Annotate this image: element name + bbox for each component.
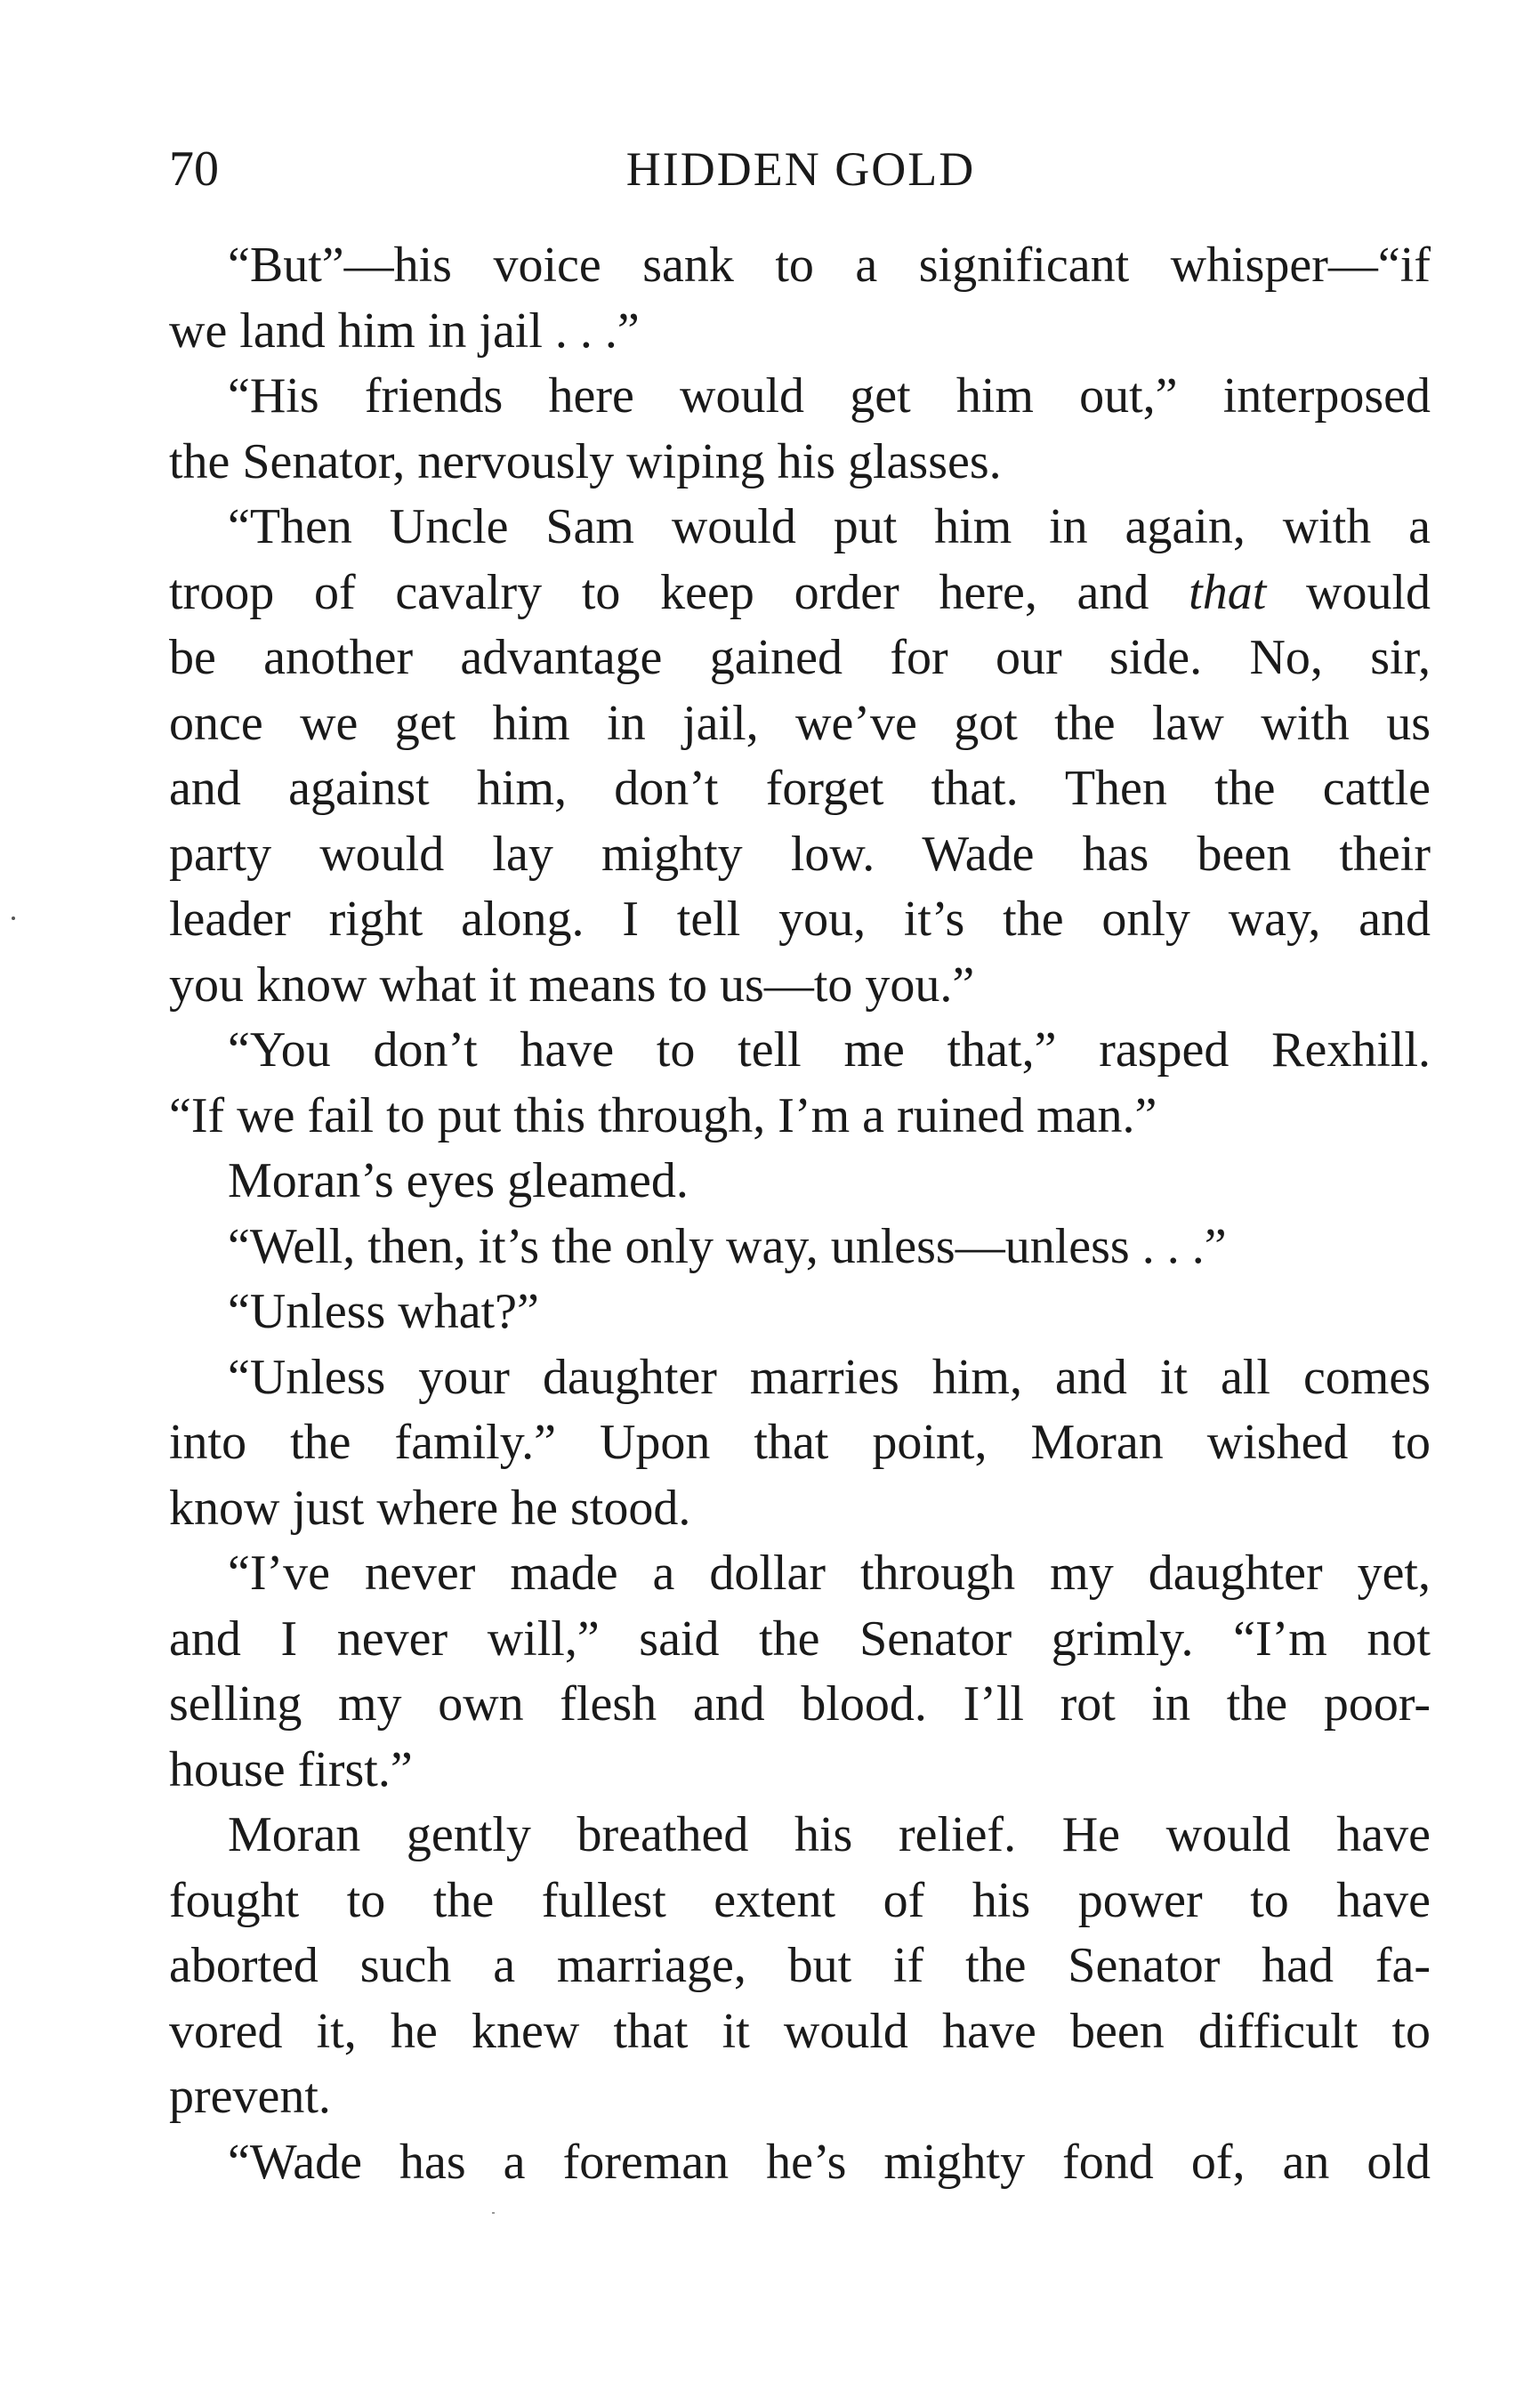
- text-line: know just where he stood.: [169, 1480, 691, 1536]
- text-line: leader right along. I tell you, it’s the only way, and: [169, 892, 1431, 947]
- text-line: “His friends here would get him out,” interposed: [228, 368, 1431, 424]
- text-line: “But”—his voice sank to a significant whisper—“if: [228, 238, 1431, 293]
- text-line: vored it, he knew that it would have been difficult to: [169, 2003, 1431, 2059]
- text-line: Moran gently breathed his relief. He would have: [228, 1807, 1431, 1862]
- running-head: [169, 133, 1432, 205]
- text-line: “Then Uncle Sam would put him in again, with a: [228, 499, 1431, 554]
- text-line: and I never will,” said the Senator grimly. “I’m not: [169, 1611, 1431, 1667]
- text-line: and against him, don’t forget that. Then the cattle: [169, 761, 1431, 816]
- margin-speck: [12, 916, 15, 920]
- text-line: “I’ve never made a dollar through my daughter yet,: [228, 1546, 1431, 1601]
- page-number: 70: [169, 141, 219, 197]
- text-line: “Unless what?”: [228, 1284, 539, 1339]
- text-line: once we get him in jail, we’ve got the law with us: [169, 695, 1431, 751]
- page-speck: [492, 2212, 495, 2214]
- text-line: prevent.: [169, 2069, 331, 2124]
- text-line: fought to the fullest extent of his power to have: [169, 1872, 1431, 1928]
- text-line: you know what it means to us—to you.”: [169, 957, 975, 1013]
- text-line: aborted such a marriage, but if the Senator had fa-: [169, 1938, 1431, 1993]
- text-line: “Wade has a foreman he’s mighty fond of, an old: [228, 2134, 1431, 2190]
- text-line: “Unless your daughter marries him, and it all comes: [228, 1349, 1431, 1405]
- text-line: into the family.” Upon that point, Moran wished to: [169, 1415, 1431, 1470]
- text-line: selling my own flesh and blood. I’ll rot in the poor-: [169, 1676, 1431, 1732]
- text-line: “If we fail to put this through, I’m a ruined man.”: [169, 1087, 1157, 1143]
- text-line: the Senator, nervously wiping his glasses.: [169, 433, 1002, 489]
- text-line: “Well, then, it’s the only way, unless—unless . . .”: [228, 1218, 1227, 1274]
- text-line: “You don’t have to tell me that,” rasped Rexhill.: [228, 1022, 1431, 1078]
- body-text: [169, 233, 1431, 2195]
- book-title: HIDDEN GOLD: [625, 142, 976, 196]
- text-line: party would lay mighty low. Wade has been their: [169, 826, 1431, 882]
- text-line: be another advantage gained for our side. No, sir,: [169, 630, 1431, 685]
- emphasis: that: [1189, 564, 1267, 620]
- text-line: we land him in jail . . .”: [169, 303, 640, 359]
- text-line: Moran’s eyes gleamed.: [228, 1153, 689, 1208]
- text-line: troop of cavalry to keep order here, and that would: [169, 564, 1431, 620]
- text-line: house first.”: [169, 1741, 413, 1797]
